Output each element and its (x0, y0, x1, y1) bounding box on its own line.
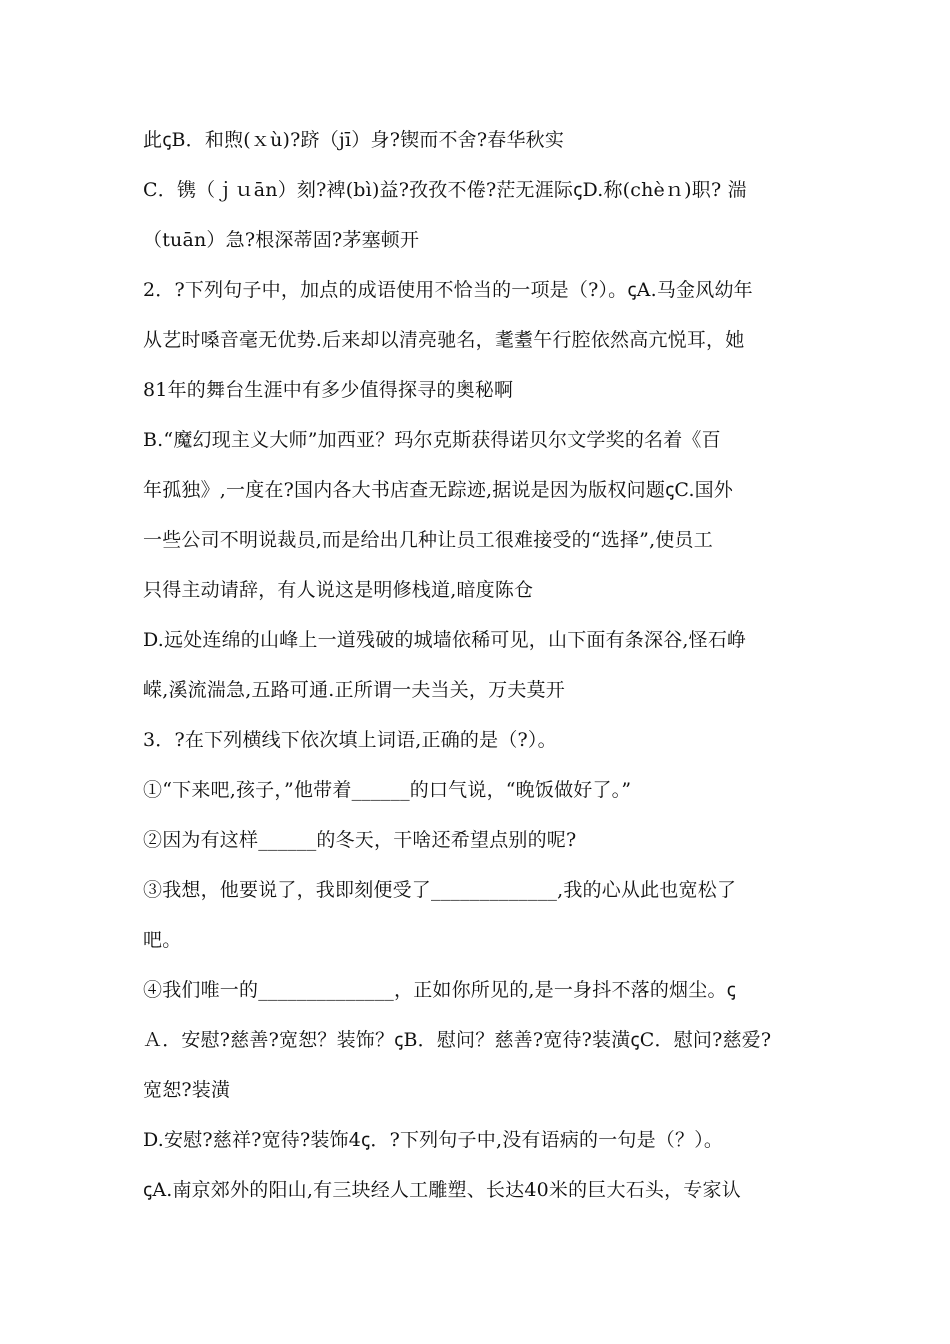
text-line: 只得主动请辞，有人说这是明修栈道,暗度陈仓 (143, 579, 534, 601)
text-line: 一些公司不明说裁员,而是给出几种让员工很难接受的“选择”,使员工 (143, 529, 713, 551)
text-line: 81年的舞台生涯中有多少值得探寻的奥秘啊 (143, 379, 514, 401)
text-line: ③我想，他要说了，我即刻便受了_____________,我的心从此也宽松了 (143, 879, 737, 901)
text-line: 2．?下列句子中，加点的成语使用不恰当的一项是（?）。ꞔA.马金风幼年 (143, 279, 753, 301)
text-line: D.远处连绵的山峰上一道残破的城墙依稀可见，山下面有条深谷,怪石峥 (143, 629, 747, 651)
text-line: 从艺时嗓音毫无优势.后来却以清亮驰名，耄耋午行腔依然高亢悦耳，她 (143, 329, 745, 351)
text-line: 3．?在下列横线下依次填上词语,正确的是（?）。 (143, 729, 557, 751)
text-line: 此ꞔB．和煦(ｘù)?跻（jī）身?锲而不舍?春华秋实 (143, 129, 565, 151)
text-line: B.“魔幻现主义大师”加西亚？玛尔克斯获得诺贝尔文学奖的名着《百 (143, 429, 721, 451)
document-body (143, 123, 813, 1223)
text-line: （tuān）急?根深蒂固?茅塞顿开 (143, 229, 420, 251)
text-line: 嵘,溪流湍急,五路可通.正所谓一夫当关，万夫莫开 (143, 679, 565, 701)
text-line: ꞔA.南京郊外的阳山,有三块经人工雕塑、长达40米的巨大石头，专家认 (143, 1179, 741, 1201)
text-line: 吧。 (143, 929, 182, 951)
text-line: Ａ．安慰?慈善?宽恕？装饰？ꞔB．慰问？慈善?宽待?装潢ꞔC．慰问?慈爱? (143, 1029, 772, 1051)
text-line: ④我们唯一的______________，正如你所见的,是一身抖不落的烟尘。ꞔ (143, 979, 736, 1001)
text-line: 年孤独》,一度在?国内各大书店查无踪迹,据说是因为版权问题ꞔC.国外 (143, 479, 734, 501)
text-line: ②因为有这样______的冬天，干啥还希望点别的呢? (143, 829, 577, 851)
text-line: C．镌（ｊｕān）刻?裨(bì)益?孜孜不倦?茫无涯际ꞔD.称(chèｎ)职? 湍 (143, 179, 747, 201)
text-line: D.安慰?慈祥?宽待?装饰4ꞔ．?下列句子中,没有语病的一句是（？）。 (143, 1129, 724, 1151)
text-line: ①“下来吧,孩子，”他带着______的口气说，“晚饭做好了。” (143, 779, 632, 801)
text-line: 宽恕?装潢 (143, 1079, 231, 1101)
